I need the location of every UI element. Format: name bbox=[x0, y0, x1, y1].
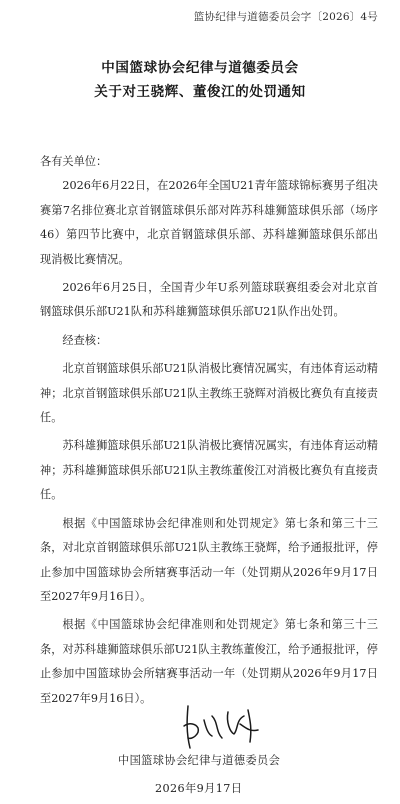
paragraph-finding-suke: 苏科雄狮篮球俱乐部U21队消极比赛情况属实，有违体育运动精神；苏科雄狮篮球俱乐部U21队主教练董俊江对消极比赛负有直接责任。 bbox=[40, 439, 378, 502]
addressee: 各有关单位： bbox=[40, 155, 108, 168]
issue-date: 2026年9月17日 bbox=[155, 782, 243, 795]
paragraph-penalty-wang: 根据《中国篮球协会纪律准则和处罚规定》第七条和第三十三条，对北京首钢篮球俱乐部U21队主教练王骁辉，给予通报批评，停止参加中国篮球协会所辖赛事活动一年（处罚期从2026年9月17日至2027年9月16日）。 bbox=[40, 516, 378, 603]
paragraph-league-penalty: 2026年6月25日，全国青少年U系列篮球联赛组委会对北京首钢篮球俱乐部U21队和苏科雄狮篮球俱乐部U21队作出处罚。 bbox=[40, 281, 378, 319]
paragraph-investigation: 经查核： bbox=[62, 333, 108, 347]
paragraph-penalty-dong: 根据《中国篮球协会纪律准则和处罚规定》第七条和第三十三条，对苏科雄狮篮球俱乐部U21队主教练董俊江，给予通报批评，停止参加中国篮球协会所辖赛事活动一年（处罚期从2026年9月17日至2027年9月16日）。 bbox=[40, 618, 378, 705]
document-number: 篮协纪律与道德委员会字〔2026〕4号 bbox=[193, 11, 378, 23]
handwritten-signature bbox=[178, 698, 268, 756]
issuing-organization: 中国篮球协会纪律与道德委员会 bbox=[118, 754, 281, 767]
paragraph-incident: 2026年6月22日，在2026年全国U21青年篮球锦标赛男子组决赛第7名排位赛北京首钢篮球俱乐部对阵苏科雄狮篮球俱乐部（场序46）第四节比赛中，北京首钢篮球俱乐部、苏科雄狮篮球俱乐部出现消极比赛情况。 bbox=[40, 179, 378, 266]
document-title-line1: 中国篮球协会纪律与道德委员会 bbox=[101, 60, 299, 76]
paragraph-finding-beijing: 北京首钢篮球俱乐部U21队消极比赛情况属实，有违体育运动精神；北京首钢篮球俱乐部U21队主教练王骁辉对消极比赛负有直接责任。 bbox=[40, 362, 378, 425]
document-body bbox=[40, 150, 378, 711]
document-title-line2: 关于对王骁辉、董俊江的处罚通知 bbox=[94, 84, 306, 100]
